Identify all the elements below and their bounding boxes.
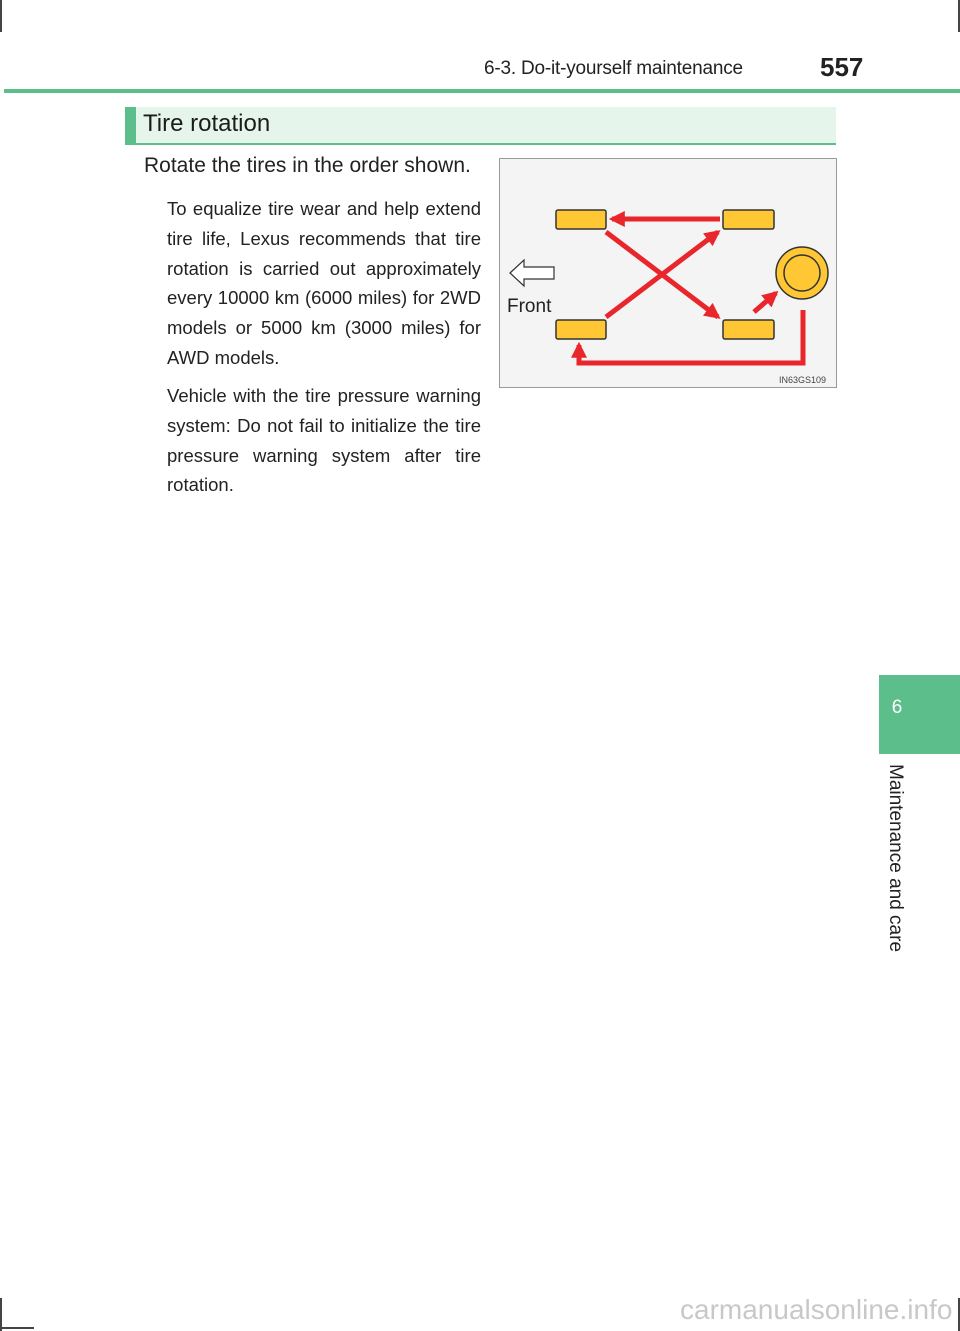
chapter-section-title: 6-3. Do-it-yourself maintenance <box>484 58 743 79</box>
lead-instruction: Rotate the tires in the order shown. <box>144 154 471 177</box>
front-direction-arrow-icon <box>510 260 554 286</box>
front-right-tire <box>556 320 606 339</box>
crop-mark <box>0 0 2 32</box>
body-paragraph: Vehicle with the tire pressure warning system: Do not fail to initialize the tire pressure warning system after tire rotation. <box>167 385 481 496</box>
rear-right-tire <box>723 320 774 339</box>
header-divider <box>4 89 960 93</box>
rear-left-tire <box>723 210 774 229</box>
tire-rotation-diagram <box>499 158 837 388</box>
body-paragraph: To equalize tire wear and help extend tire life, Lexus recommends that tire rotation is carried out approximately every 10000 km (6000 miles) for 2WD models or 5000 km (3000 miles) for AWD models. <box>167 198 481 368</box>
rotation-arrow <box>754 293 776 312</box>
section-heading-bar <box>125 107 836 145</box>
section-heading: Tire rotation <box>143 110 271 137</box>
chapter-tab-title: Maintenance and care <box>885 764 906 953</box>
figure-code: IN63GS109 <box>779 375 827 385</box>
spare-tire-hub <box>784 255 820 291</box>
front-left-tire <box>556 210 606 229</box>
chapter-number: 6 <box>891 697 903 718</box>
section-heading-accent <box>125 107 136 143</box>
crop-mark <box>0 1327 34 1329</box>
watermark: carmanualsonline.info <box>680 1294 953 1325</box>
front-label: Front <box>507 296 552 317</box>
page-number: 557 <box>820 52 864 82</box>
chapter-tab <box>879 675 960 754</box>
